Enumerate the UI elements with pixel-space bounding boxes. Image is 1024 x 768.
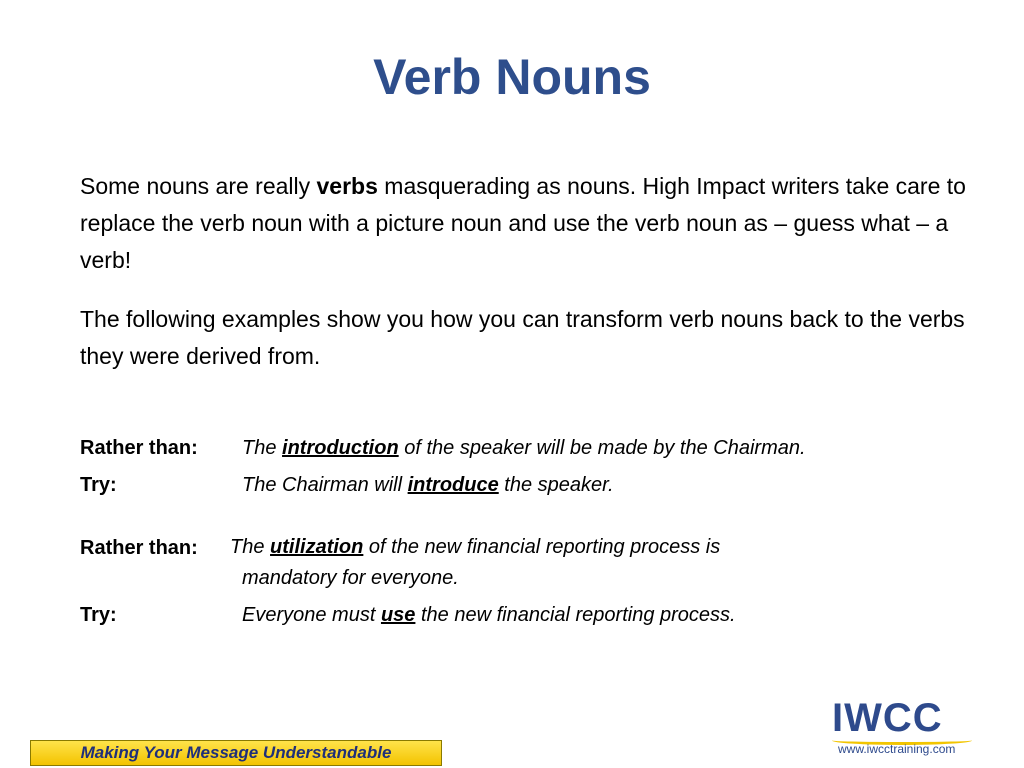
example-pre: Everyone must <box>242 604 381 626</box>
example-sentence <box>242 469 614 501</box>
example-sentence <box>242 599 736 631</box>
iwcc-logo <box>832 696 982 760</box>
intro-text-part2: masquerading as nouns. High Impact writers take care to replace the verb noun with a picture noun and use the verb noun as – guess what – a verb! <box>80 173 966 273</box>
example-keyword: introduce <box>407 474 499 496</box>
logo-url: www.iwcctraining.com <box>838 742 956 756</box>
example-post: of the new financial reporting process is <box>363 536 721 558</box>
example-pre: The <box>242 437 283 459</box>
example-keyword: use <box>380 604 416 626</box>
examples-intro-paragraph: The following examples show you how you can transform verb nouns back to the verbs they were derived from. <box>80 306 965 369</box>
footer-tagline-bar: Making Your Message Understandable <box>30 740 442 766</box>
example-label: Try: <box>80 474 117 496</box>
intro-paragraph <box>80 168 980 279</box>
example-line2: mandatory for everyone. <box>242 567 459 589</box>
example-keyword: introduction <box>282 437 399 459</box>
intro-bold-verbs: verbs <box>316 173 378 199</box>
example-label: Rather than: <box>80 537 198 559</box>
example-post: the new financial reporting process. <box>415 604 736 626</box>
intro-text-part1: Some nouns are really <box>80 173 317 199</box>
example-keyword: utilization <box>270 536 364 558</box>
example-label: Rather than: <box>80 437 198 459</box>
example-post: the speaker. <box>498 474 614 496</box>
logo-text: IWCC <box>832 696 943 740</box>
slide-title: Verb Nouns <box>373 49 651 105</box>
example-sentence <box>230 532 970 594</box>
example-pre: The <box>230 536 271 558</box>
example-label: Try: <box>80 604 117 626</box>
example-pre: The Chairman will <box>242 474 408 496</box>
example-sentence <box>242 432 806 464</box>
example-post: of the speaker will be made by the Chairman. <box>398 437 806 459</box>
